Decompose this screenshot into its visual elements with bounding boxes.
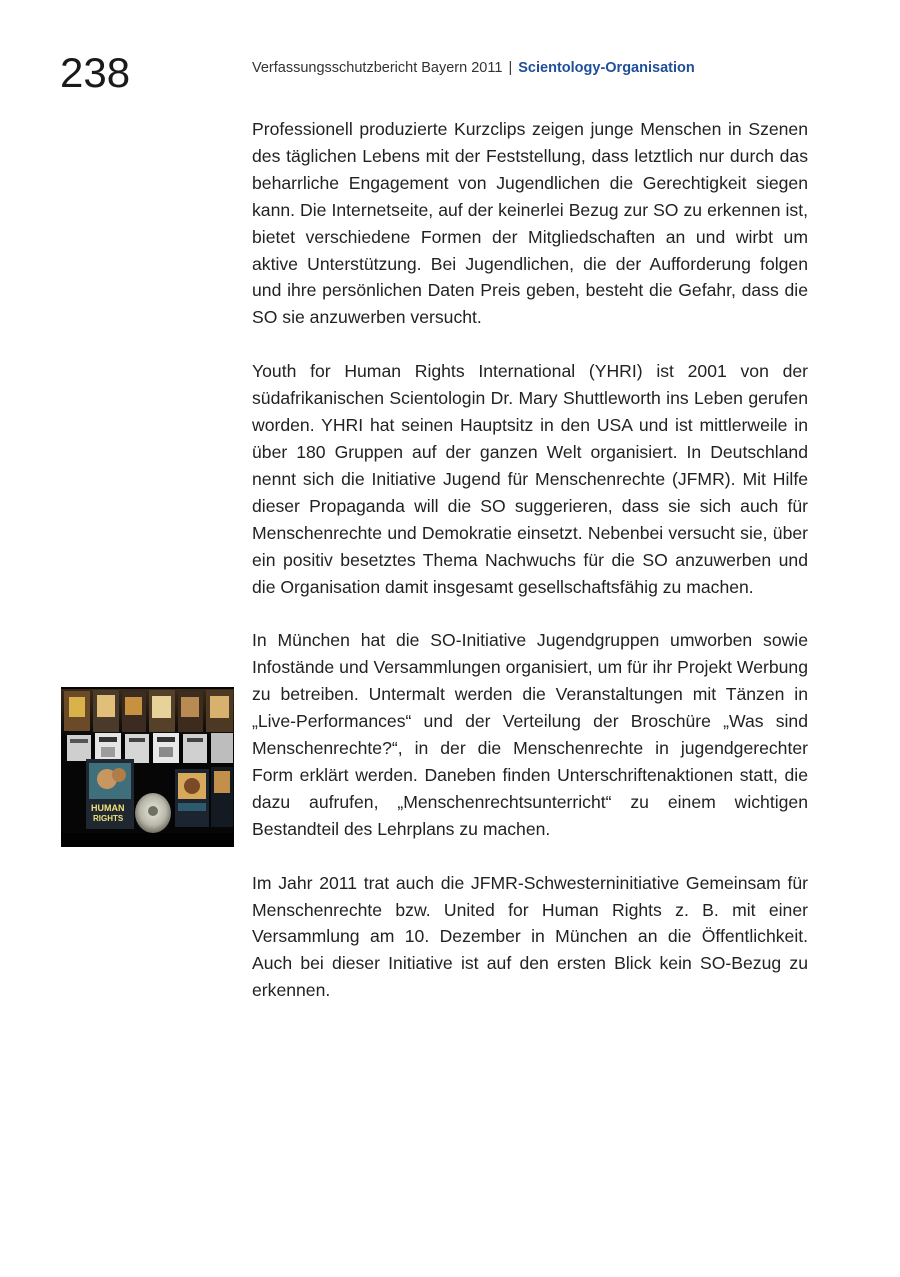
cover-text-rights: RIGHTS (93, 814, 124, 823)
paragraph-united-for-human-rights: Im Jahr 2011 trat auch die JFMR-Schwesterninitiative Gemeinsam für Menschenrechte bzw. United for Human Rights z. B. mit einer Versammlung am 10. Dezember in München an die Öffentlichkeit. Auch bei dieser Initiative ist auf den ersten Blick kein SO-Bezug zu erkennen. (252, 872, 808, 1001)
paragraph-yhri: Youth for Human Rights International (YHRI) ist 2001 von der südafrikanischen Scientologin Dr. Mary Shuttleworth ins Leben gerufen worden. YHRI hat seinen Hauptsitz in den USA und ist mittlerweile in über 180 Gruppen auf der ganzen Welt organisiert. In Deutschland nennt sich die Initiative Jugend für Menschenrechte (JFMR). Mit Hilfe dieser Propaganda will die SO suggerieren, dass sie sich auch für Menschenrechte und Demokratie einsetzt. Nebenbei versucht sie, über ein positiv besetztes Thema Nachwuchs für die SO anzuwerben und die Organisation damit insgesamt gesellschaftsfähig zu machen. (252, 361, 808, 597)
section-title: Scientology-Organisation (518, 60, 695, 76)
paragraph-youth-clips: Professionell produzierte Kurzclips zeigen junge Menschen in Szenen des täglichen Lebens mit der Feststellung, dass letztlich nur durch das beharrliche Engagement von Jugendlichen die Gerechtigkeit siegen kann. Die Internetseite, auf der keinerlei Bezug zur SO zu erkennen ist, bietet verschiedene Formen der Mitgliedschaften an und wirbt um aktive Unterstützung. Bei Jugendlichen, die der Aufforderung folgen und ihre persönlichen Daten Preis geben, besteht die Gefahr, dass die SO sie anzuwerben versucht. (252, 119, 808, 328)
cover-text-human: HUMAN (91, 803, 125, 813)
header-separator: | (508, 60, 513, 76)
paragraph-munich-initiative: In München hat die SO-Initiative Jugendgruppen umworben sowie Infostände und Versammlungen organisiert, um für ihr Projekt Werbung zu betreiben. Untermalt werden die Veranstaltungen mit Tänzen in „Live-Performances“ und der Verteilung der Broschüre „Was sind Menschenrechte?“, in der die Menschenrechte in jugendgerechter Form erklärt werden. Daneben finden Unterschriftenaktionen statt, die dazu aufrufen, „Menschenrechtsunterricht“ zu einem wichtigen Bestandteil des Lehrplans zu machen. (252, 630, 808, 839)
publication-title: Verfassungsschutzbericht Bayern 2011 (252, 60, 503, 76)
running-head (252, 59, 695, 77)
article-body (252, 116, 808, 1031)
campaign-materials-photo (61, 687, 234, 847)
page-number: 238 (60, 49, 131, 96)
